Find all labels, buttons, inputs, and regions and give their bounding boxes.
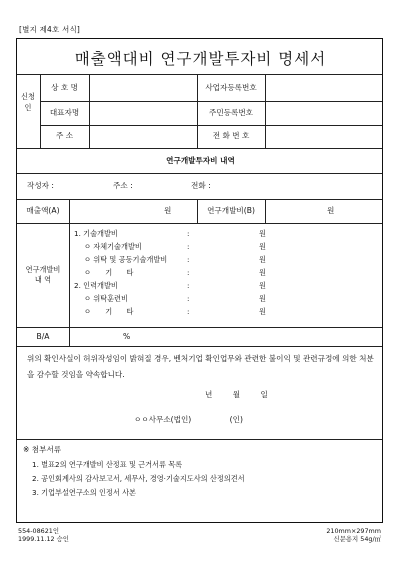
- author-phone-label: 전화 :: [191, 181, 211, 190]
- rd-item-label: 2. 인력개발비: [74, 281, 118, 290]
- pledge-text: 위의 확인사실이 허위작성임이 밝혀질 경우, 벤처기업 확인업무와 관련한 불이익 및 관련규정에 의한 처분을 감수할 것임을 약속합니다.: [27, 354, 374, 379]
- sales-unit: 원: [164, 206, 172, 215]
- rd-cost-label: 연구개발비(B): [207, 206, 255, 215]
- divider: [69, 223, 70, 346]
- ratio-unit: %: [123, 332, 131, 341]
- ratio-label: B/A: [36, 332, 50, 341]
- date-line: 년 월 일: [205, 390, 268, 399]
- divider: [17, 439, 382, 440]
- attachment-item: 2. 공인회계사의 감사보고서, 세무사, 경영·기술지도사의 산정의견서: [32, 474, 245, 483]
- address-label: 주 소: [55, 131, 74, 140]
- rd-item-label: 1. 기술개발비: [74, 229, 118, 238]
- rd-item-colon: :: [187, 294, 190, 303]
- divider: [17, 327, 382, 328]
- divider: [69, 199, 70, 223]
- divider: [17, 223, 382, 224]
- rd-item-colon: :: [187, 242, 190, 251]
- rd-section-title: 연구개발투자비 내역: [166, 156, 235, 165]
- page-title: 매출액대비 연구개발투자비 명세서: [74, 50, 327, 68]
- author-address-label: 주소 :: [113, 181, 133, 190]
- rd-item-unit: 원: [259, 294, 266, 303]
- sales-label: 매출액(A): [26, 206, 60, 215]
- rd-item-unit: 원: [259, 281, 266, 290]
- rd-item-colon: :: [187, 307, 190, 316]
- attachment-item: 1. 별표2의 연구개발비 산정표 및 근거서류 목록: [32, 460, 183, 469]
- author-label: 작성자 :: [27, 181, 54, 190]
- footer-date: 1999.11.12 승인: [18, 535, 69, 543]
- divider: [265, 199, 266, 223]
- divider: [17, 74, 382, 75]
- divider: [265, 74, 266, 148]
- form-label: [별지 제4호 서식]: [19, 25, 81, 34]
- attachment-item: 3. 기업부설연구소의 인정서 사본: [32, 488, 136, 497]
- divider: [17, 148, 382, 149]
- business-reg-no-label: 사업자등록번호: [205, 83, 257, 92]
- divider: [40, 101, 382, 102]
- rd-detail-side-label: 연구개발비: [25, 265, 61, 274]
- applicant-side-label: 신청인: [21, 92, 35, 112]
- rd-item-label: ㅇ 자체기술개발비: [84, 242, 142, 251]
- attachments-heading: ※ 첨부서류: [23, 445, 62, 454]
- rd-item-colon: :: [187, 268, 190, 277]
- rd-item-unit: 원: [259, 229, 266, 238]
- rd-item-label: ㅇ 기 타: [84, 307, 134, 316]
- rd-item-colon: :: [187, 281, 190, 290]
- rd-item-colon: :: [187, 255, 190, 264]
- divider: [17, 199, 382, 200]
- footer-code: 554-08621인: [18, 527, 60, 535]
- rd-item-label: ㅇ 위탁훈련비: [84, 294, 128, 303]
- ceo-label: 대표자명: [49, 108, 80, 117]
- rd-item-unit: 원: [259, 307, 266, 316]
- rd-item-unit: 원: [259, 268, 266, 277]
- rd-item-label: ㅇ 기 타: [84, 268, 134, 277]
- rd-item-colon: :: [187, 229, 190, 238]
- divider: [17, 346, 382, 347]
- footer-paper-size: 210mm×297mm: [326, 527, 381, 535]
- company-name-label: 상 호 명: [51, 83, 78, 92]
- footer-paper-type: 신문용지 54g/㎡: [333, 535, 381, 543]
- rd-item-label: ㅇ 위탁 및 공동기술개발비: [84, 255, 168, 264]
- phone-label: 전 화 번 호: [212, 131, 250, 140]
- resident-reg-no-label: 주민등록번호: [208, 108, 253, 117]
- divider: [40, 125, 382, 126]
- rd-item-unit: 원: [259, 255, 266, 264]
- rd-detail-side-label: 내 역: [34, 275, 52, 284]
- divider: [17, 173, 382, 174]
- signer-line: ㅇㅇ사무소(법인) (인): [134, 415, 243, 424]
- divider: [89, 74, 90, 148]
- form-frame: [16, 38, 383, 523]
- rd-item-unit: 원: [259, 242, 266, 251]
- rd-cost-unit: 원: [327, 206, 335, 215]
